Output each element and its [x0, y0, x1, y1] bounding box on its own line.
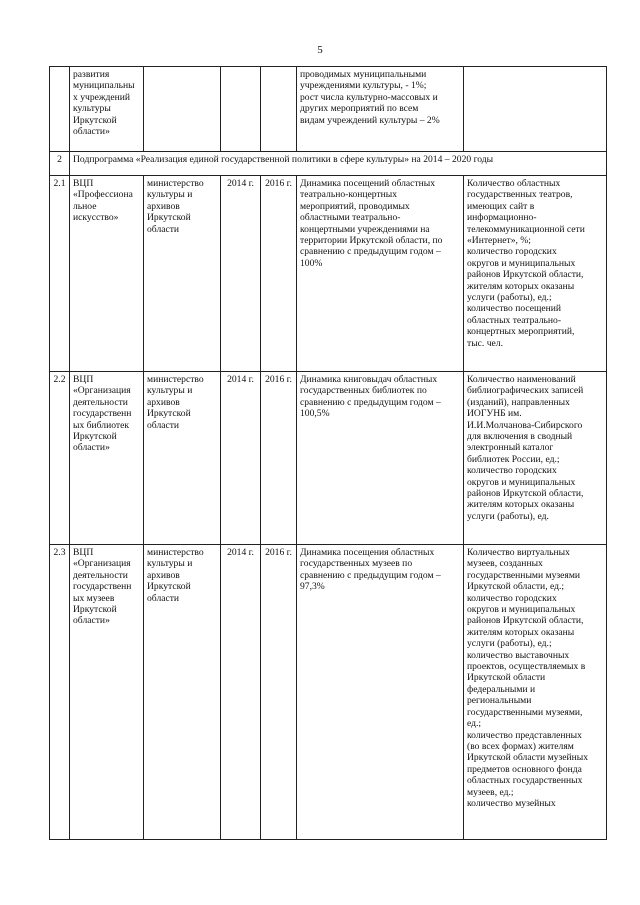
- indicators: Количество областных государственных театров, имеющих сайт в информационно- телекоммуникационной сети «Интернет», %; количество городских округов и муниципальных районов Иркутской области, жителям которых оказаны услуги (работы), ед.; количество посещений областных театрально- концертных мероприятий, тыс. чел.: [464, 176, 607, 372]
- start-year: 2014 г.: [221, 545, 261, 840]
- expected-result: Динамика посещения областных государственных музеев по сравнению с предыдущим годом – 97,3%: [297, 545, 464, 840]
- end-year: [261, 67, 297, 152]
- program-name: развития муниципальны х учреждений культуры Иркутской области»: [70, 67, 144, 152]
- program-table: [49, 66, 607, 840]
- program-name: ВЦП «Организация деятельности государственн ых библиотек Иркутской области»: [70, 372, 144, 545]
- start-year: [221, 67, 261, 152]
- page-number: 5: [317, 44, 323, 56]
- expected-result: проводимых муниципальными учреждениями культуры, - 1%; рост числа культурно-массовых и других мероприятий по всем видам учреждений культуры – 2%: [297, 67, 464, 152]
- row-number: 2.1: [50, 176, 70, 372]
- executor: министерство культуры и архивов Иркутской области: [144, 176, 221, 372]
- indicators: Количество виртуальных музеев, созданных государственными музеями Иркутской области, ед.; количество городских округов и муниципальных районов Иркутской области, жителям которых оказаны услуги (работы), ед.; количество выставочных проектов, осуществляемых в Иркутской области федеральными и региональными государственными музеями, ед.; количество представленных (во всех формах) жителям Иркутской области музейных предметов основного фонда областных государственных музеев, ед.; количество музейных: [464, 545, 607, 840]
- start-year: 2014 г.: [221, 372, 261, 545]
- expected-result: Динамика посещений областных театрально-концертных мероприятий, проводимых областными театрально- концертными учреждениями на территории Иркутской области, по сравнению с предыдущим годом – 100%: [297, 176, 464, 372]
- executor: министерство культуры и архивов Иркутской области: [144, 545, 221, 840]
- indicators: Количество наименований библиографических записей (изданий), направленных ИОГУНБ им. И.И.Молчанова-Сибирского для включения в сводный электронный каталог библиотек России, ед.; количество городских округов и муниципальных районов Иркутской области, жителям которых оказаны услуги (работы), ед.: [464, 372, 607, 545]
- subprogram-number: 2: [50, 152, 70, 176]
- subprogram-row: [50, 152, 607, 176]
- row-number: 2.3: [50, 545, 70, 840]
- subprogram-title: Подпрограмма «Реализация единой государственной политики в сфере культуры» на 2014 – 2020 годы: [70, 152, 607, 176]
- expected-result: Динамика книговыдач областных государственных библиотек по сравнению с предыдущим годом – 100,5%: [297, 372, 464, 545]
- table-row: [50, 67, 607, 152]
- row-number: [50, 67, 70, 152]
- executor: министерство культуры и архивов Иркутской области: [144, 372, 221, 545]
- table-row: [50, 372, 607, 545]
- executor: [144, 67, 221, 152]
- program-name: ВЦП «Профессиона льное искусство»: [70, 176, 144, 372]
- end-year: 2016 г.: [261, 545, 297, 840]
- indicators: [464, 67, 607, 152]
- start-year: 2014 г.: [221, 176, 261, 372]
- end-year: 2016 г.: [261, 372, 297, 545]
- row-number: 2.2: [50, 372, 70, 545]
- program-name: ВЦП «Организация деятельности государственн ых музеев Иркутской области»: [70, 545, 144, 840]
- table-row: [50, 545, 607, 840]
- table-row: [50, 176, 607, 372]
- end-year: 2016 г.: [261, 176, 297, 372]
